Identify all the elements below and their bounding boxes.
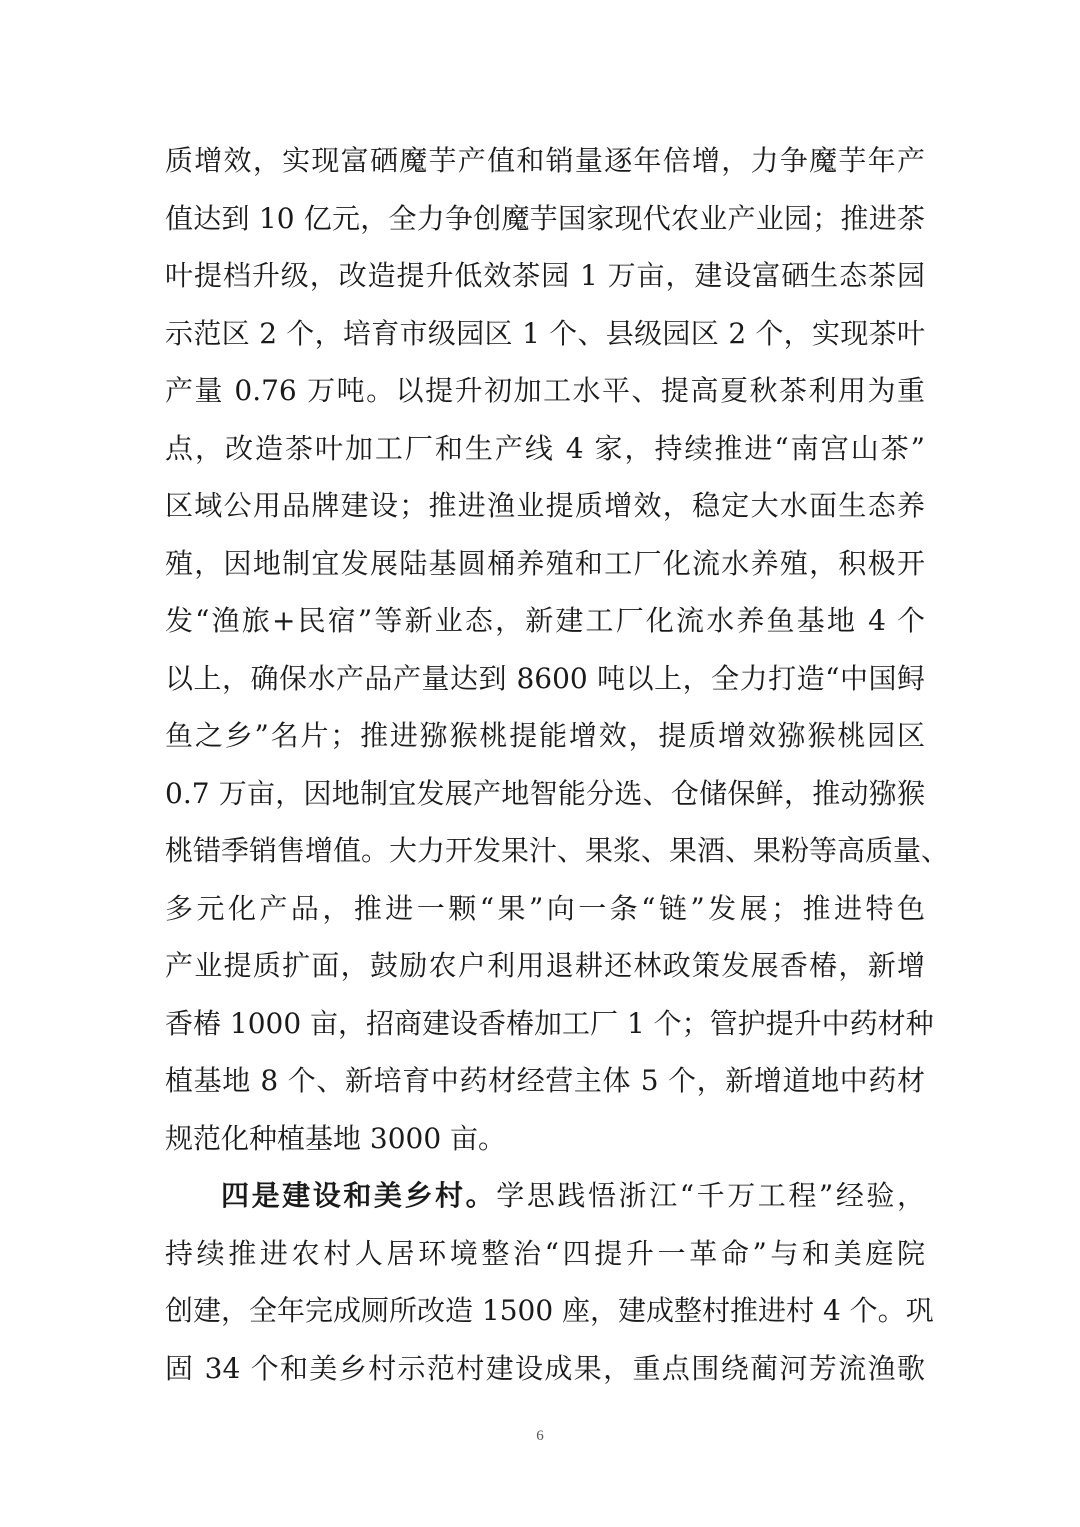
text-line: 以上，确保水产品产量达到 8600 吨以上，全力打造“中国鲟 (165, 661, 925, 695)
text-line: 多元化产品，推进一颗“果”向一条“链”发展；推进特色 (165, 891, 925, 925)
text-line: 固 34 个和美乡村示范村建设成果，重点围绕蔺河芳流渔歌 (165, 1351, 925, 1385)
text-line: 持续推进农村人居环境整治“四提升一革命”与和美庭院 (165, 1236, 925, 1270)
text-line: 香椿 1000 亩，招商建设香椿加工厂 1 个；管护提升中药材种 (165, 1006, 934, 1040)
text-line: 产业提质扩面，鼓励农户利用退耕还林政策发展香椿，新增 (165, 949, 925, 982)
page-number: 6 (536, 1428, 544, 1444)
text-line: 叶提档升级，改造提升低效茶园 1 万亩，建设富硒生态茶园 (165, 259, 925, 292)
text-line: 桃错季销售增值。大力开发果汁、果浆、果酒、果粉等高质量、 (165, 834, 950, 867)
text-line: 点，改造茶叶加工厂和生产线 4 家，持续推进“南宫山茶” (165, 431, 925, 465)
text-line: 区域公用品牌建设；推进渔业提质增效，稳定大水面生态养 (165, 489, 925, 522)
paragraph-first-line (165, 1167, 925, 1225)
text-line: 值达到 10 亿元，全力争创魔芋国家现代农业产业园；推进茶 (165, 201, 925, 235)
text-line: 鱼之乡”名片；推进猕猴桃提能增效，提质增效猕猴桃园区 (165, 719, 925, 752)
text-line: 0.7 万亩，因地制宜发展产地智能分选、仓储保鲜，推动猕猴 (165, 776, 925, 810)
body-text (165, 132, 950, 1397)
text-span: 学思践悟浙江“千万工程”经验， (496, 1179, 925, 1212)
text-line: 创建，全年完成厕所改造 1500 座，建成整村推进村 4 个。巩 (165, 1294, 934, 1327)
text-line: 发“渔旅+民宿”等新业态，新建工厂化流水养鱼基地 4 个 (165, 604, 925, 637)
text-line: 产量 0.76 万吨。以提升初加工水平、提高夏秋茶利用为重 (165, 374, 925, 407)
section-heading: 四是建设和美乡村。 (221, 1179, 497, 1212)
text-line: 示范区 2 个，培育市级园区 1 个、县级园区 2 个，实现茶叶 (165, 316, 925, 350)
text-line: 植基地 8 个、新培育中药材经营主体 5 个，新增道地中药材 (165, 1064, 925, 1097)
text-line: 规范化种植基地 3000 亩。 (165, 1121, 507, 1155)
text-line: 殖，因地制宜发展陆基圆桶养殖和工厂化流水养殖，积极开 (165, 546, 925, 580)
text-line: 质增效，实现富硒魔芋产值和销量逐年倍增，力争魔芋年产 (165, 144, 925, 177)
